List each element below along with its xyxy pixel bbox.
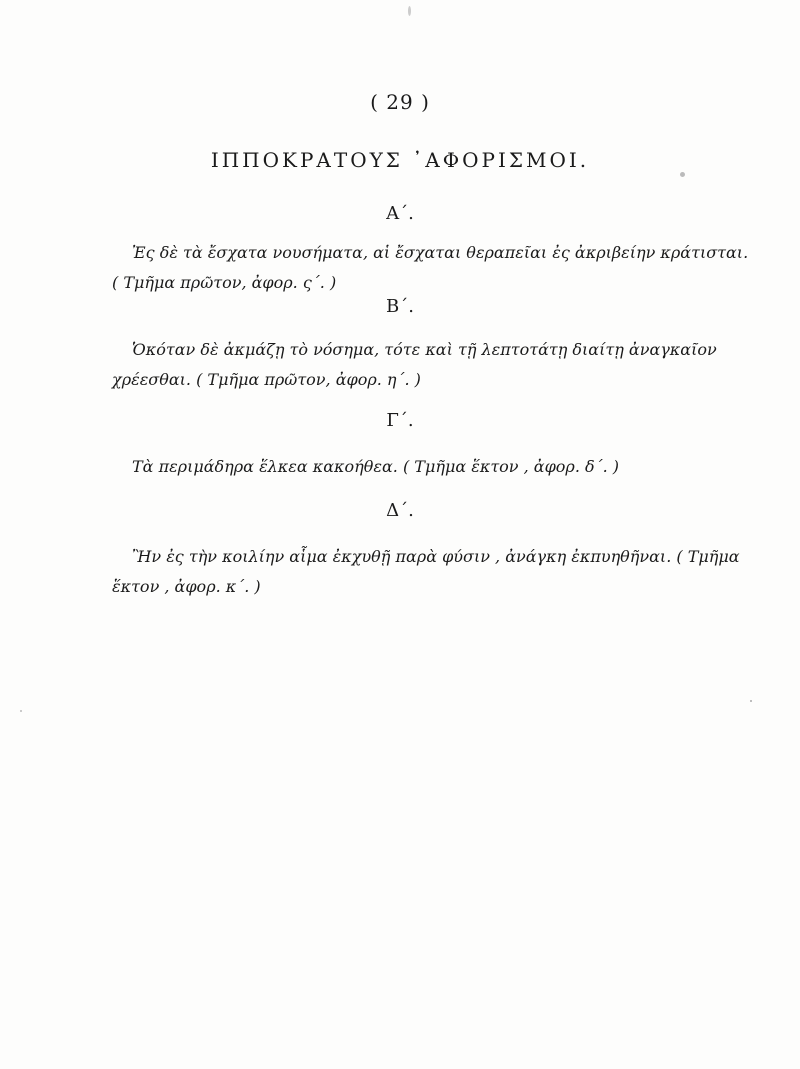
- aphorism-citation: χρέεσθαι. ( Τμῆμα πρῶτον, ἀφορ. η΄. ): [112, 370, 421, 389]
- aphorism-delta: [112, 542, 742, 602]
- page-number: ( 29 ): [370, 90, 430, 114]
- aphorism-citation: ( Τμῆμα πρῶτον, ἀφορ. ς΄. ): [112, 273, 337, 292]
- aphorism-beta: [112, 335, 742, 395]
- aphorism-citation: ἕκτον , ἀφορ. κ΄. ): [112, 577, 261, 596]
- section-mark-gamma: Γ΄.: [386, 410, 414, 431]
- scan-speck: [20, 710, 22, 712]
- scan-speck: [408, 6, 411, 16]
- aphorism-line: Ἐς δὲ τὰ ἔσχατα νουσήματα, αἱ ἔσχαται θεραπεῖαι ἐς ἀκριβείην κράτισται.: [132, 243, 749, 262]
- aphorism-line: Τὰ περιμάδηρα ἕλκεα κακοήθεα. ( Τμῆμα ἕκτον , ἀφορ. δ΄. ): [132, 457, 620, 476]
- page-title: ΙΠΠΟΚΡΑΤΟΥΣ ᾿ΑΦΟΡΙΣΜΟΙ.: [210, 148, 590, 172]
- aphorism-gamma: [112, 452, 742, 482]
- aphorism-alpha: [112, 238, 749, 298]
- aphorism-line: Ἢν ἐς τὴν κοιλίην αἷμα ἐκχυθῇ παρὰ φύσιν , ἀνάγκη ἐκπυηθῆναι. ( Τμῆμα: [132, 547, 740, 566]
- scan-speck: [680, 172, 685, 177]
- scan-speck: [750, 700, 752, 702]
- section-mark-alpha: Α΄.: [386, 203, 414, 224]
- section-mark-delta: Δ΄.: [386, 500, 414, 521]
- section-mark-beta: Β΄.: [386, 296, 414, 317]
- aphorism-line: Ὁκόταν δὲ ἀκμάζῃ τὸ νόσημα, τότε καὶ τῇ λεπτοτάτῃ διαίτῃ ἀναγκαῖον: [132, 340, 717, 359]
